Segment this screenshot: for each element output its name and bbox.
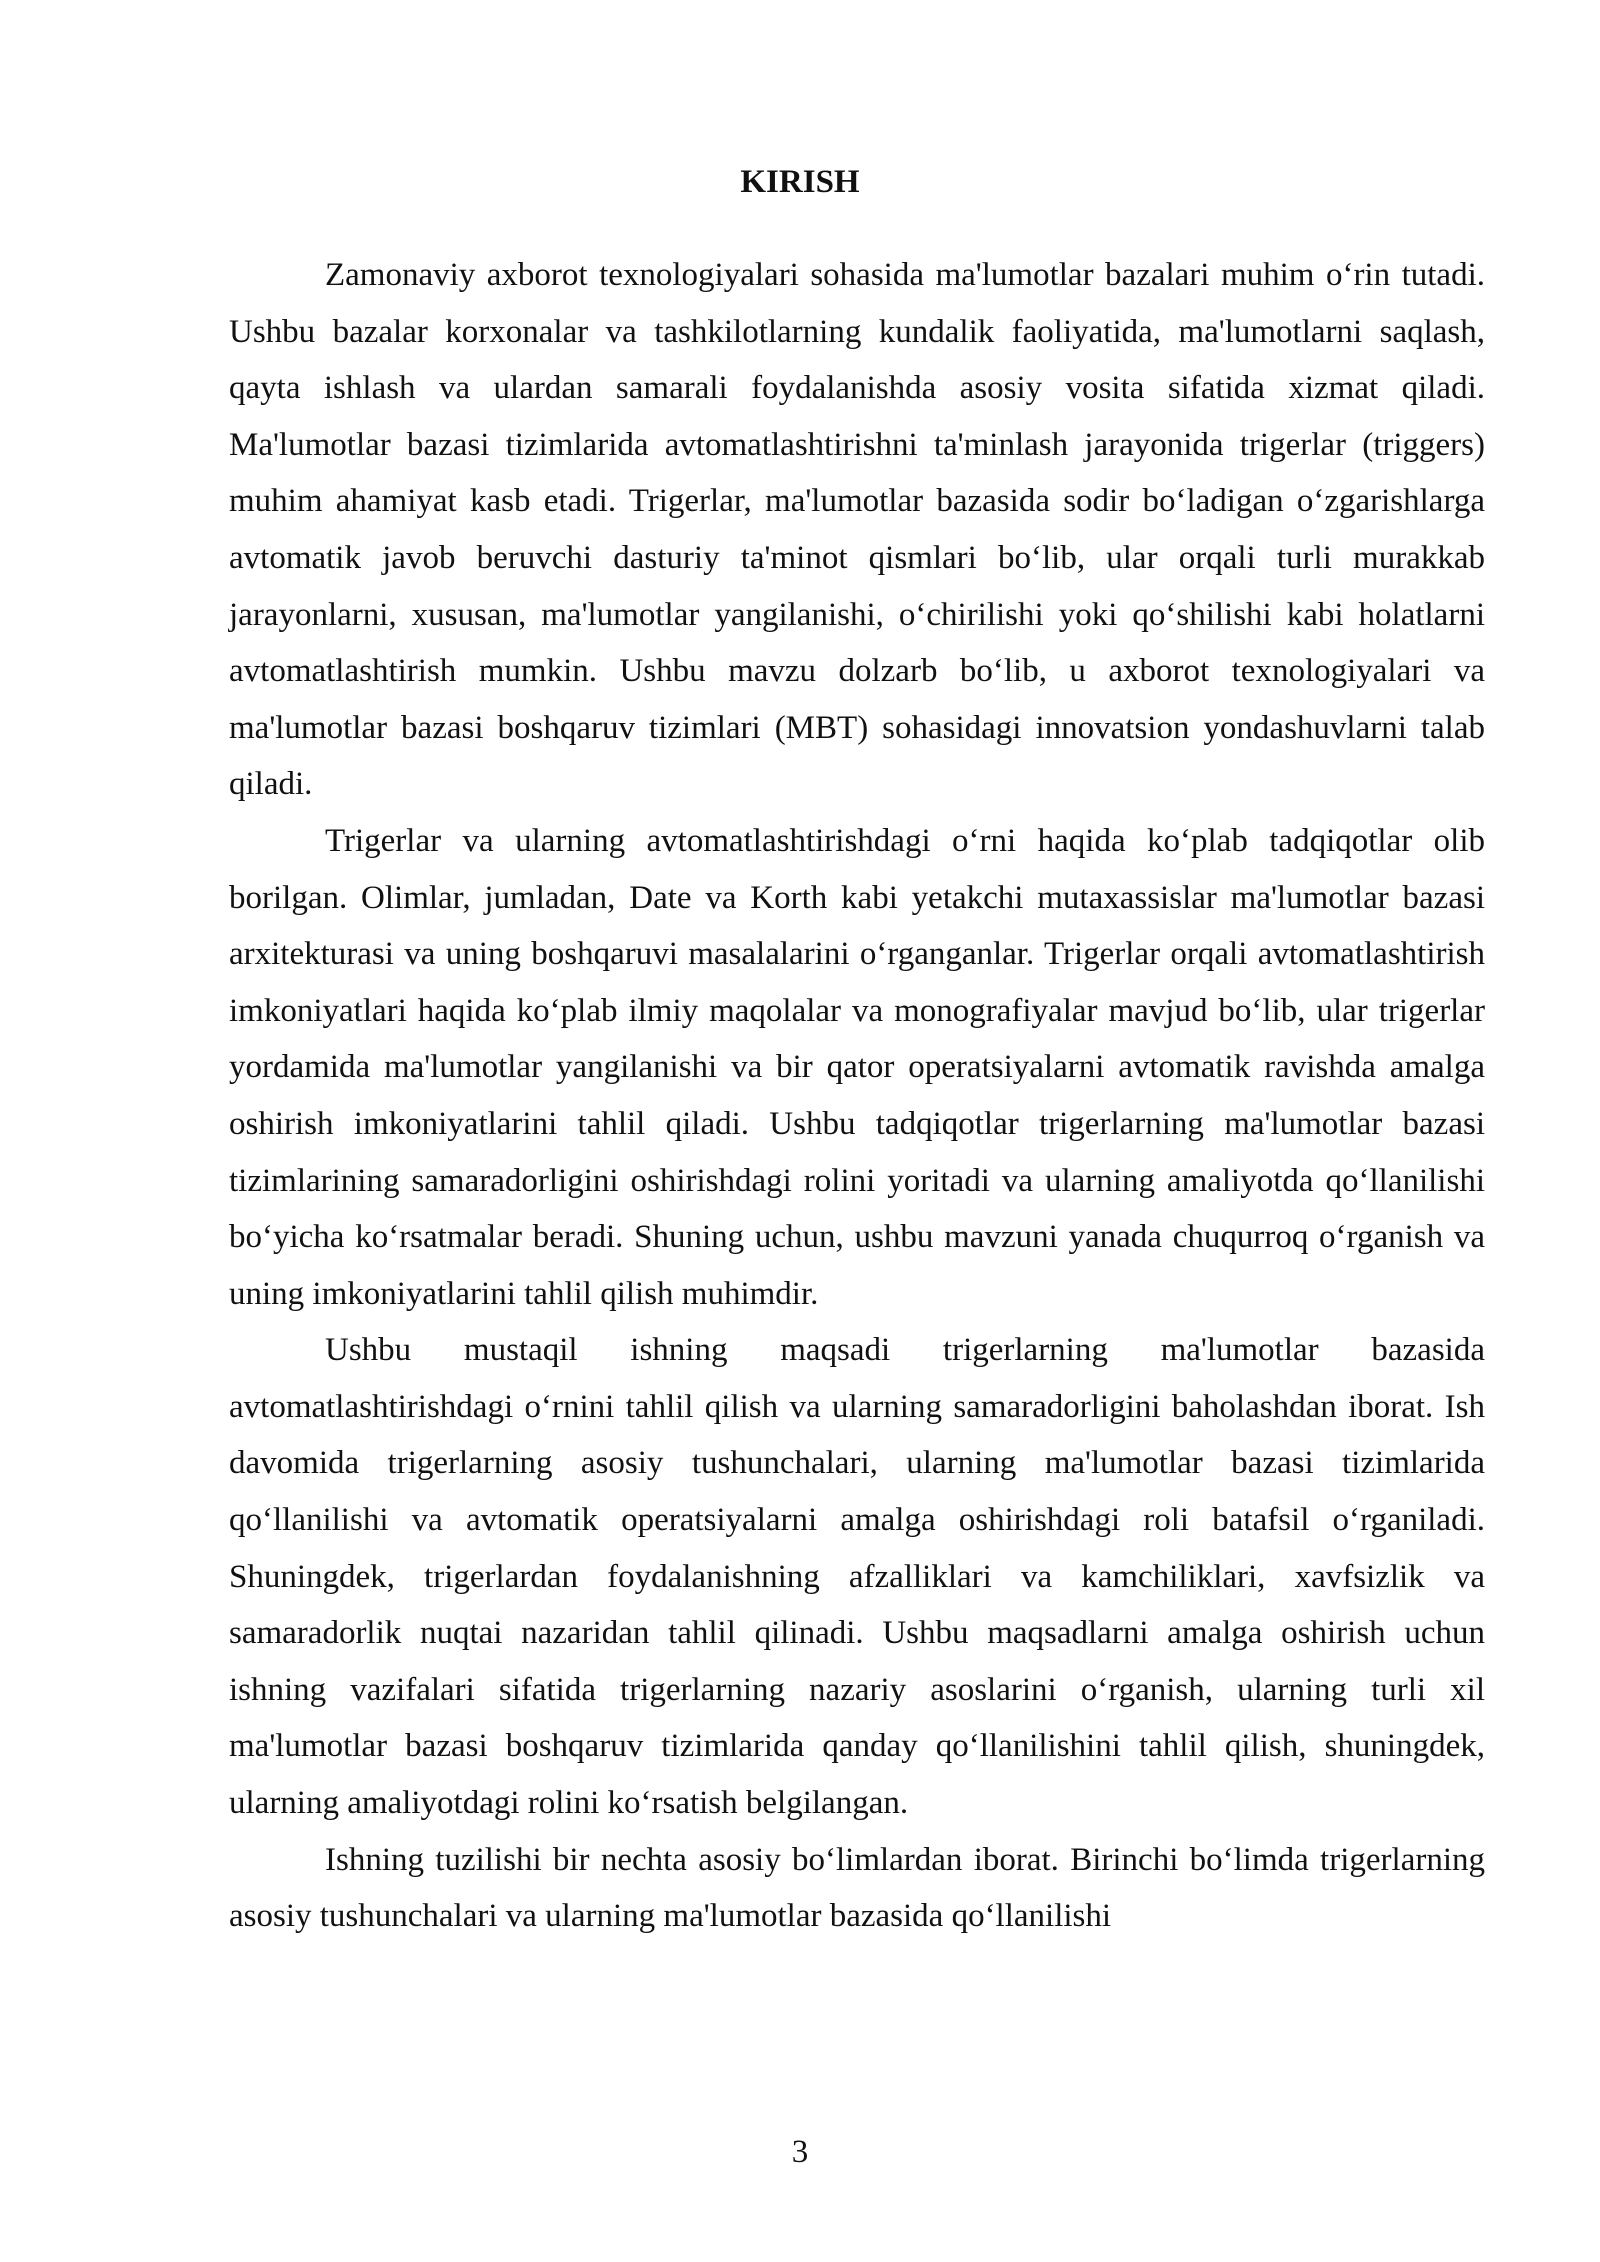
page-title: KIRISH: [740, 164, 860, 200]
paragraph-1: Zamonaviy axborot texnologiyalari sohasida ma'lumotlar bazalari muhim o‘rin tutadi. Ushbu bazalar korxonalar va tashkilotlarning kundalik faoliyatida, ma'lumotlarni saqlash, qayta ishlash va ulardan samarali foydalanishda asosiy vosita sifatida xizmat qiladi. Ma'lumotlar bazasi tizimlarida avtomatlashtirishni ta'minlash jarayonida trigerlar (triggers) muhim ahamiyat kasb etadi. Trigerlar, ma'lumotlar bazasida sodir bo‘ladigan o‘zgarishlarga avtomatik javob beruvchi dasturiy ta'minot qismlari bo‘lib, ular orqali turli murakkab jarayonlarni, xususan, ma'lumotlar yangilanishi, o‘chirilishi yoki qo‘shilishi kabi holatlarni avtomatlashtirish mumkin. Ushbu mavzu dolzarb bo‘lib, u axborot texnologiyalari va ma'lumotlar bazasi boshqaruv tizimlari (MBT) sohasidagi innovatsion yondashuvlarni talab qiladi.: [229, 257, 1485, 803]
paragraph-4: Ishning tuzilishi bir nechta asosiy bo‘limlardan iborat. Birinchi bo‘limda trigerlarning asosiy tushunchalari va ularning ma'lumotlar bazasida qo‘llanilishi: [229, 1841, 1485, 1935]
body-text: [229, 247, 1485, 1945]
paragraph-3: Ushbu mustaqil ishning maqsadi trigerlarning ma'lumotlar bazasida avtomatlashtirishdagi o‘rnini tahlil qilish va ularning samaradorligini baholashdan iborat. Ish davomida trigerlarning asosiy tushunchalari, ularning ma'lumotlar bazasi tizimlarida qo‘llanilishi va avtomatik operatsiyalarni amalga oshirishdagi roli batafsil o‘rganiladi. Shuningdek, trigerlardan foydalanishning afzalliklari va kamchiliklari, xavfsizlik va samaradorlik nuqtai nazaridan tahlil qilinadi. Ushbu maqsadlarni amalga oshirish uchun ishning vazifalari sifatida trigerlarning nazariy asoslarini o‘rganish, ularning turli xil ma'lumotlar bazasi boshqaruv tizimlarida qanday qo‘llanilishini tahlil qilish, shuningdek, ularning amaliyotdagi rolini ko‘rsatish belgilangan.: [229, 1332, 1485, 1822]
page-number: 3: [791, 2134, 809, 2170]
paragraph-2: Trigerlar va ularning avtomatlashtirishdagi o‘rni haqida ko‘plab tadqiqotlar olib borilgan. Olimlar, jumladan, Date va Korth kabi yetakchi mutaxassislar ma'lumotlar bazasi arxitekturasi va uning boshqaruvi masalalarini o‘rganganlar. Trigerlar orqali avtomatlashtirish imkoniyatlari haqida ko‘plab ilmiy maqolalar va monografiyalar mavjud bo‘lib, ular trigerlar yordamida ma'lumotlar yangilanishi va bir qator operatsiyalarni avtomatik ravishda amalga oshirish imkoniyatlarini tahlil qiladi. Ushbu tadqiqotlar trigerlarning ma'lumotlar bazasi tizimlarining samaradorligini oshirishdagi rolini yoritadi va ularning amaliyotda qo‘llanilishi bo‘yicha ko‘rsatmalar beradi. Shuning uchun, ushbu mavzuni yanada chuqurroq o‘rganish va uning imkoniyatlarini tahlil qilish muhimdir.: [229, 822, 1485, 1312]
